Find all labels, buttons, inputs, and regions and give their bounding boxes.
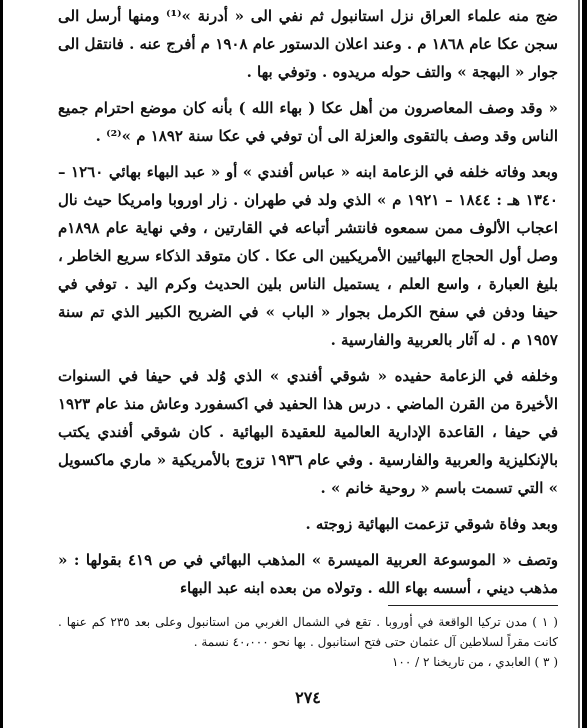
window-border-left bbox=[0, 0, 3, 728]
footnotes bbox=[58, 612, 558, 672]
document-page bbox=[58, 0, 558, 728]
footnote-separator bbox=[388, 605, 558, 606]
paragraph-2: « وقد وصف المعاصرون من أهل عكا ( بهاء الله ) بأنه كان موضع احترام جميع الناس وقد وصف بالتقوى والعزلة الى أن توفي في عكا سنة ١٨٩٢ م »⁽²⁾ . bbox=[58, 99, 558, 145]
window-border-right-inner bbox=[578, 0, 580, 728]
footnote-3: ( ٣ ) العابدي ، من تاريخنا ٢ / ١٠٠ bbox=[391, 655, 558, 669]
page-number: ٢٧٤ bbox=[295, 688, 321, 707]
paragraph-6: وتصف « الموسوعة العربية الميسرة » المذهب البهائي في ص ٤١٩ بقولها : « مذهب ديني ، أسسه بهاء الله . وتولاه من بعده ابنه عبد البهاء bbox=[58, 551, 558, 597]
paragraph-3: وبعد وفاته خلفه في الزعامة ابنه « عباس أفندي » أو « عبد البهاء بهائي ١٢٦٠ – ١٣٤٠ هـ : ١٨٤٤ – ١٩٢١ م » الذي ولد في طهران . زار اوروبا وامريكا حيث نال اعجاب الألوف ممن سمعوه فانتشر أتباعه في القارتين ، وفي نهاية عام ١٨٩٨م وصل أول الحجاج البهائيين الأمريكيين الى عكا . كان متوقد الذكاء سريع الخاطر ، بليغ العبارة ، واسع العلم ، يستميل الناس بلين الحديث وكرم اليد . توفي في حيفا ودفن في سفح الكرمل بجوار « الباب » في الضريح الكبير الذي تم سنة ١٩٥٧ م . له آثار بالعربية والفارسية . bbox=[58, 163, 558, 349]
paragraph-1: ضج منه علماء العراق نزل استانبول ثم نفي الى « أدرنة »⁽¹⁾ ومنها أرسل الى سجن عكا عام ١٨٦٨ م . وعند اعلان الدستور عام ١٩٠٨ م أفرج عنه . فانتقل الى جوار « البهجة » والتف حوله مريدوه . وتوفي بها . bbox=[58, 7, 559, 81]
window-border-right bbox=[582, 0, 587, 728]
footnote-1: ( ١ ) مدن تركيا الواقعة في أوروبا . تقع في الشمال الغربي من استانبول وعلى بعد ٢٣٥ كم عنها . كانت مقراً لسلاطين آل عثمان حتى فتح استانبول . بها نحو ٤٠،٠٠٠ نسمة . bbox=[58, 615, 558, 649]
paragraph-5: وبعد وفاة شوقي تزعمت البهائية زوجته . bbox=[305, 515, 558, 533]
paragraph-4: وخلفه في الزعامة حفيده « شوقي أفندي » الذي وُلد في حيفا في السنوات الأخيرة من القرن الماضي . درس هذا الحفيد في اكسفورد وعاش منذ عام ١٩٢٣ في حيفا ، القاعدة الإدارية العالمية للعقيدة البهائية . كان شوقي أفندي يكتب بالإنكليزية والعربية والفارسية . وفي عام ١٩٣٦ تزوج بالأمريكية « ماري ماكسويل » التي تسمت باسم « روحية خانم » . bbox=[58, 367, 558, 497]
body-text bbox=[58, 2, 558, 602]
